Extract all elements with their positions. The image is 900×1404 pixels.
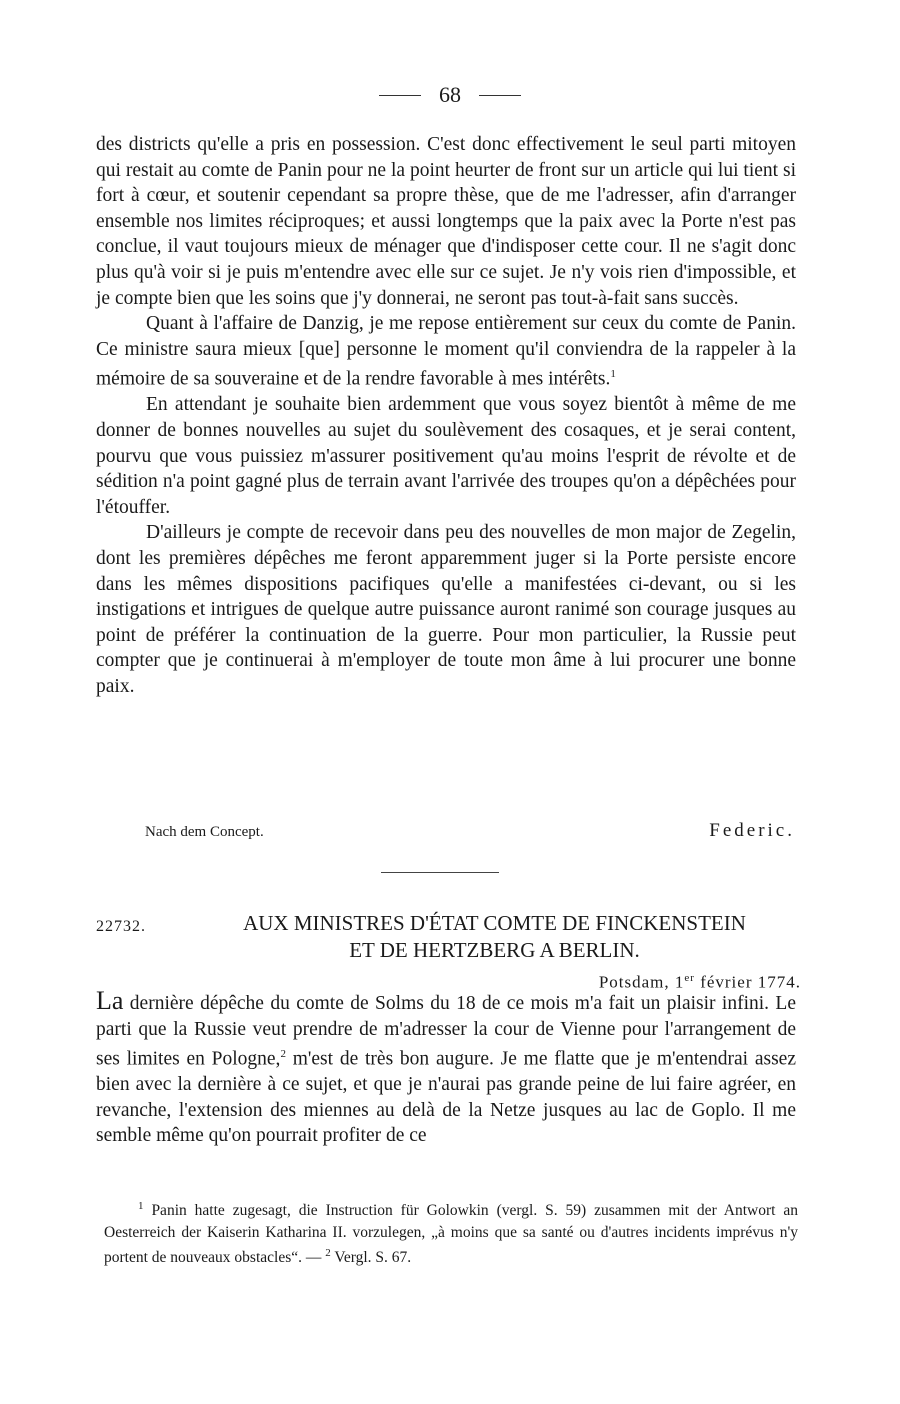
doc-title-line-1: AUX MINISTRES D'ÉTAT COMTE DE FINCKENSTEIN — [243, 911, 746, 935]
header-dash-right — [479, 95, 521, 96]
signature: Federic. — [709, 820, 795, 841]
date-ordinal: er — [684, 972, 695, 984]
letter-continuation — [96, 132, 796, 700]
document-heading — [96, 910, 801, 993]
header-dash-left — [379, 95, 421, 96]
document-number: 22732. — [96, 918, 146, 935]
paragraph — [96, 988, 796, 1149]
section-divider — [381, 872, 499, 873]
date-day: 1 — [674, 972, 685, 992]
footnotes — [104, 1196, 798, 1269]
drop-cap: La — [96, 986, 124, 1015]
place: Potsdam, — [598, 972, 670, 992]
date-rest: février 1774. — [700, 972, 801, 992]
paragraph — [96, 311, 796, 392]
source-note: Nach dem Concept. — [145, 824, 264, 840]
paragraph-text: dernière dépêche du comte de Solms du 18 de ce mois m'a fait un plaisir infini. Le parti que la Russie veut prendre de m'adresser la cour de Vienne pour l'arrangement de ses limites en Pologne, — [96, 993, 796, 1070]
paragraph: D'ailleurs je compte de recevoir dans peu des nouvelles de mon major de Zegelin, dont les premières dépêches me feront apparemment juger si la Porte persiste encore dans les mêmes dispositions pacifiques qu'elle a manifestées ci-devant, ou si les instigations et intrigues de quelque autre puissance auront ranimé son courage jusques au point de préférer la continuation de la guerre. Pour mon particulier, la Russie peut compter que je continuerai à m'employer de toute mon âme à lui procurer une bonne paix. — [96, 522, 796, 697]
footnote-number: 2 — [325, 1247, 331, 1260]
doc-title — [96, 910, 801, 964]
paragraph-text: Quant à l'affaire de Danzig, je me repose entièrement sur ceux du comte de Panin. Ce ministre saura mieux [que] personne le moment qu'il conviendra de la rappeler à la mémoire de sa souveraine et de la rendre favorable à mes intérêts. — [96, 313, 796, 390]
footnote-text: Panin hatte zugesagt, die Instruction für Golowkin (vergl. S. 59) zusammen mit der Antwort an Oesterreich der Kaiserin Katharina II. vorzulegen, „à moins que sa santé ou d'autres incidents imprévus n'y portent de nouveaux obstacles“. — — [104, 1202, 799, 1267]
footnote-marker: 1 — [610, 368, 616, 381]
closing-row — [145, 820, 795, 842]
footnote — [104, 1196, 798, 1269]
page-header — [0, 82, 900, 108]
paragraph: des districts qu'elle a pris en possession. C'est donc effectivement le seul parti mitoyen qui restait au comte de Panin pour ne la point heurter de front sur un article qui lui tient si fort à cœur, et soutenir cependant sa propre thèse, que de me l'adresser, afin d'arranger ensemble nos limites réciproques; et aussi longtemps que la paix avec la Porte n'est pas conclue, il vaut toujours mieux de ménager que d'indisposer cette cour. Il ne s'agit donc plus qu'à voir si je puis m'entendre avec elle sur ce sujet. Je n'y vois rien d'impossible, et je compte bien que les soins que j'y donnerai, ne seront pas tout-à-fait sans succès. — [96, 134, 796, 309]
paragraph: En attendant je souhaite bien ardemment que vous soyez bientôt à même de me donner de bonnes nouvelles au sujet du soulèvement des cosaques, et je serai content, pourvu que vous puissiez m'assurer positivement qu'au moins l'esprit de révolte et de sédition n'a point gagné plus de terrain avant l'arrivée des troupes qu'on a dépêchées pour l'étouffer. — [96, 394, 796, 518]
footnote-marker: 2 — [280, 1048, 286, 1061]
footnote-number: 1 — [138, 1200, 144, 1212]
paragraph-text: m'est de très bon augure. Je me flatte que je m'entendrai assez bien avec la dernière à ce sujet, et que je n'aurai pas grande peine de lui faire agréer, en revanche, l'extension des miennes au delà de la Netze jusques au lac de Goplo. Il me semble même qu'on pourrait profiter de ce — [96, 1048, 796, 1147]
letter-body — [96, 988, 796, 1149]
footnote-text: Vergl. S. 67. — [334, 1249, 412, 1267]
page-number: 68 — [439, 82, 461, 107]
doc-title-line-2: ET DE HERTZBERG A BERLIN. — [349, 938, 640, 962]
doc-title-lines — [188, 910, 801, 964]
